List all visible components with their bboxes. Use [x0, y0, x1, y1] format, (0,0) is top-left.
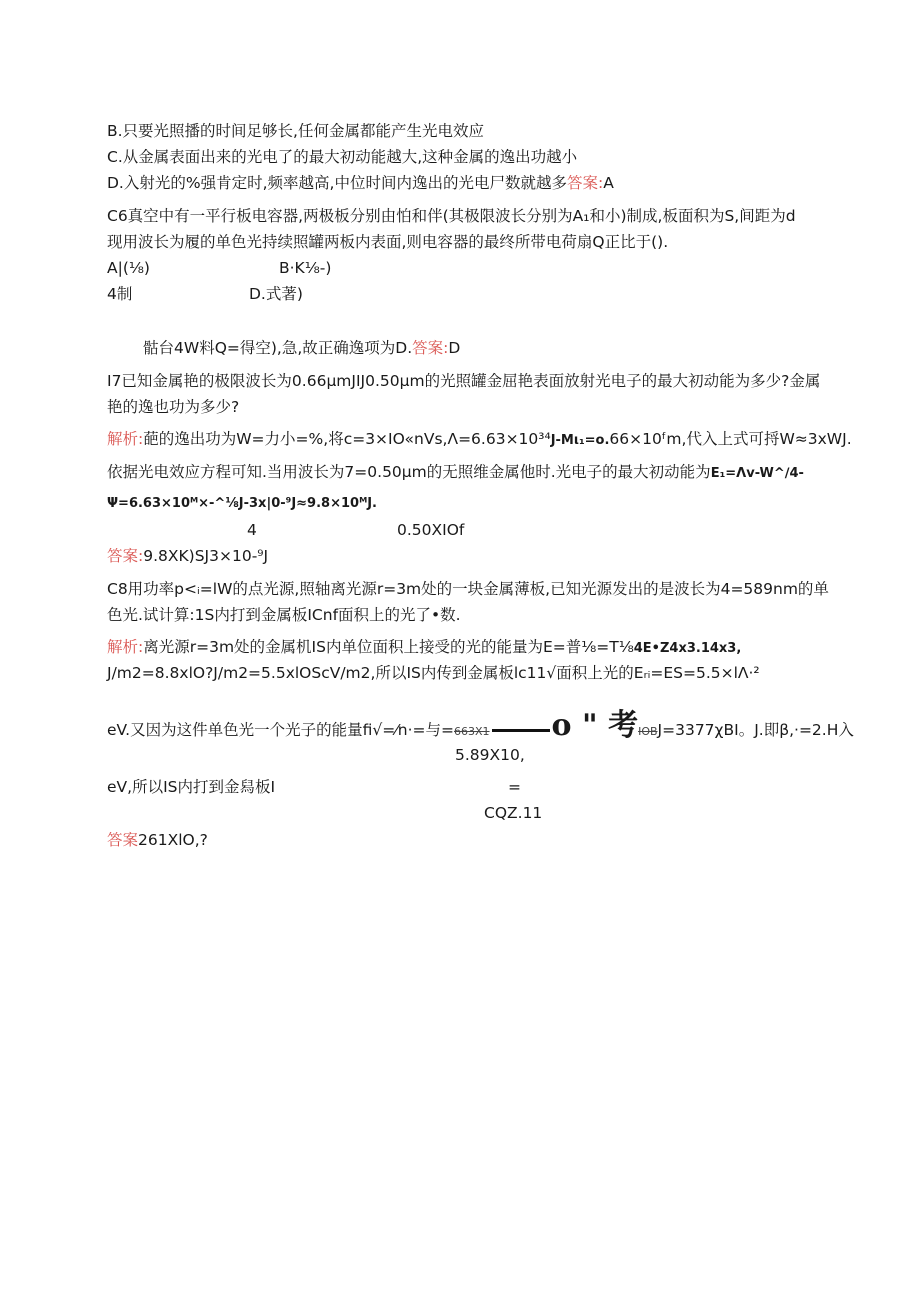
q8-strike-2: IOB — [638, 725, 658, 738]
q7-analysis-line1 — [107, 428, 852, 452]
q8-fraction-denominator-2: CQZ.11 — [484, 804, 543, 822]
q8-strike-1: 663X1 — [454, 725, 490, 738]
q6-line2: 现用波长为履的单色光持续照罐两板内表面,则电容器的最终所带电荷扇Q正比于(). — [107, 233, 669, 251]
answer-value: 9.8XK)SJ3×10-⁹J — [143, 547, 269, 565]
answer-label: 答案 — [107, 831, 139, 849]
q6-option-a: A|(⅛) — [107, 259, 150, 277]
q6-line1: C6真空中有一平行板电容器,两极板分别由怕和伴(其极限波长分别为A₁和小)制成,板面积为S,间距为d — [107, 207, 796, 225]
q7-analysis-tail: 66×10ᶠm,代入上式可捋W≈3xWJ. — [609, 430, 852, 448]
fraction-bar — [492, 729, 550, 732]
option-c: C.从金属表面出来的光电了的最大初动能越大,这种金属的逸出功越小 — [107, 148, 578, 166]
answer-value: 261XlO,? — [138, 831, 208, 849]
q8-analysis3-head: eV.又因为这件单色光一个光子的能量fi√=⁄n·=与= — [107, 721, 455, 739]
option-d — [107, 172, 614, 194]
q6-solution — [143, 337, 460, 359]
answer-label: 答案: — [566, 174, 604, 192]
q7-analysis-line2 — [107, 461, 804, 485]
q7-line2: 艳的逸也功为多少? — [107, 398, 240, 416]
answer-label: 答案: — [412, 339, 449, 357]
q6-solution-text: 骷台4W料Q=得空),急,故正确逸项为D. — [143, 339, 413, 357]
answer-value: D — [448, 339, 461, 357]
q8-analysis-line2: J/m2=8.8xlO?J/m2=5.5xlOScV/m2,所以IS内传到金属板lc11√面积上光的Eᵣᵢ=ES=5.5×lΛ·² — [107, 664, 760, 682]
q7-analysis-bold: J-Mι₁=o. — [550, 433, 610, 448]
q8-answer — [107, 829, 208, 851]
option-b: B.只要光照播的时间足够长,任何金属都能产生光电效应 — [107, 122, 484, 140]
q8-large-glyph: o " 考 — [551, 708, 639, 743]
q8-analysis-line4: eV,所以IS内打到金舄板I — [107, 778, 276, 796]
q8-equals: = — [508, 778, 521, 796]
q8-analysis-bold: 4E•Z4x3.14x3, — [633, 641, 742, 656]
q7-answer — [107, 545, 268, 567]
q6-option-d: D.式著) — [249, 285, 303, 303]
q8-analysis-text: 离光源r=3m处的金属机IS内单位面积上接受的光的能量为E=普⅛=T⅛ — [143, 638, 634, 656]
q7-fraction-denominator: 0.50XIOf — [397, 521, 465, 539]
analysis-label: 解析: — [107, 638, 144, 656]
q7-line1: I7已知金属艳的极限波长为0.66μmJIJ0.50μm的光照罐金屈艳表面放射光电子的最大初动能为多少?金属 — [107, 372, 821, 390]
q7-analysis2-bold: E₁=Λv-W^∕4- — [710, 466, 804, 481]
answer-value: A — [603, 174, 614, 192]
q8-analysis-line1 — [107, 636, 741, 660]
option-d-text: D.入射光的%强肯定时,频率越高,中位时间内逸出的光电尸数就越多 — [107, 174, 567, 192]
answer-label: 答案: — [107, 547, 144, 565]
q8-fraction-denominator-1: 5.89X10, — [455, 746, 525, 764]
q7-analysis-line3: Ψ=6.63×10ᴹ×-^⅛J-3x|0-⁹J≈9.8×10ᴹJ. — [107, 496, 377, 511]
q6-option-c: 4制 — [107, 285, 133, 303]
q7-analysis-text: 葩的逸出功为W=力小=%,将c=3×IO«nVs,Λ=6.63×10³⁴ — [143, 430, 551, 448]
q7-fraction-numerator: 4 — [247, 521, 257, 539]
q8-line2: 色光.试计算:1S内打到金属板ICnf面积上的光了•数. — [107, 606, 461, 624]
q6-option-b: B·K⅛-) — [279, 259, 332, 277]
q8-line1: C8用功率p<ᵢ=lW的点光源,照轴离光源r=3m处的一块金属薄板,已知光源发出的是波长为4=589nm的单 — [107, 580, 829, 598]
analysis-label: 解析: — [107, 430, 144, 448]
q8-analysis3-tail: J=3377χBI。J.即β,·=2.H入 — [657, 721, 854, 739]
q7-analysis2-text: 依据光电效应方程可知.当用波长为7=0.50μm的无照维金属他时.光电子的最大初动能为 — [107, 463, 711, 481]
